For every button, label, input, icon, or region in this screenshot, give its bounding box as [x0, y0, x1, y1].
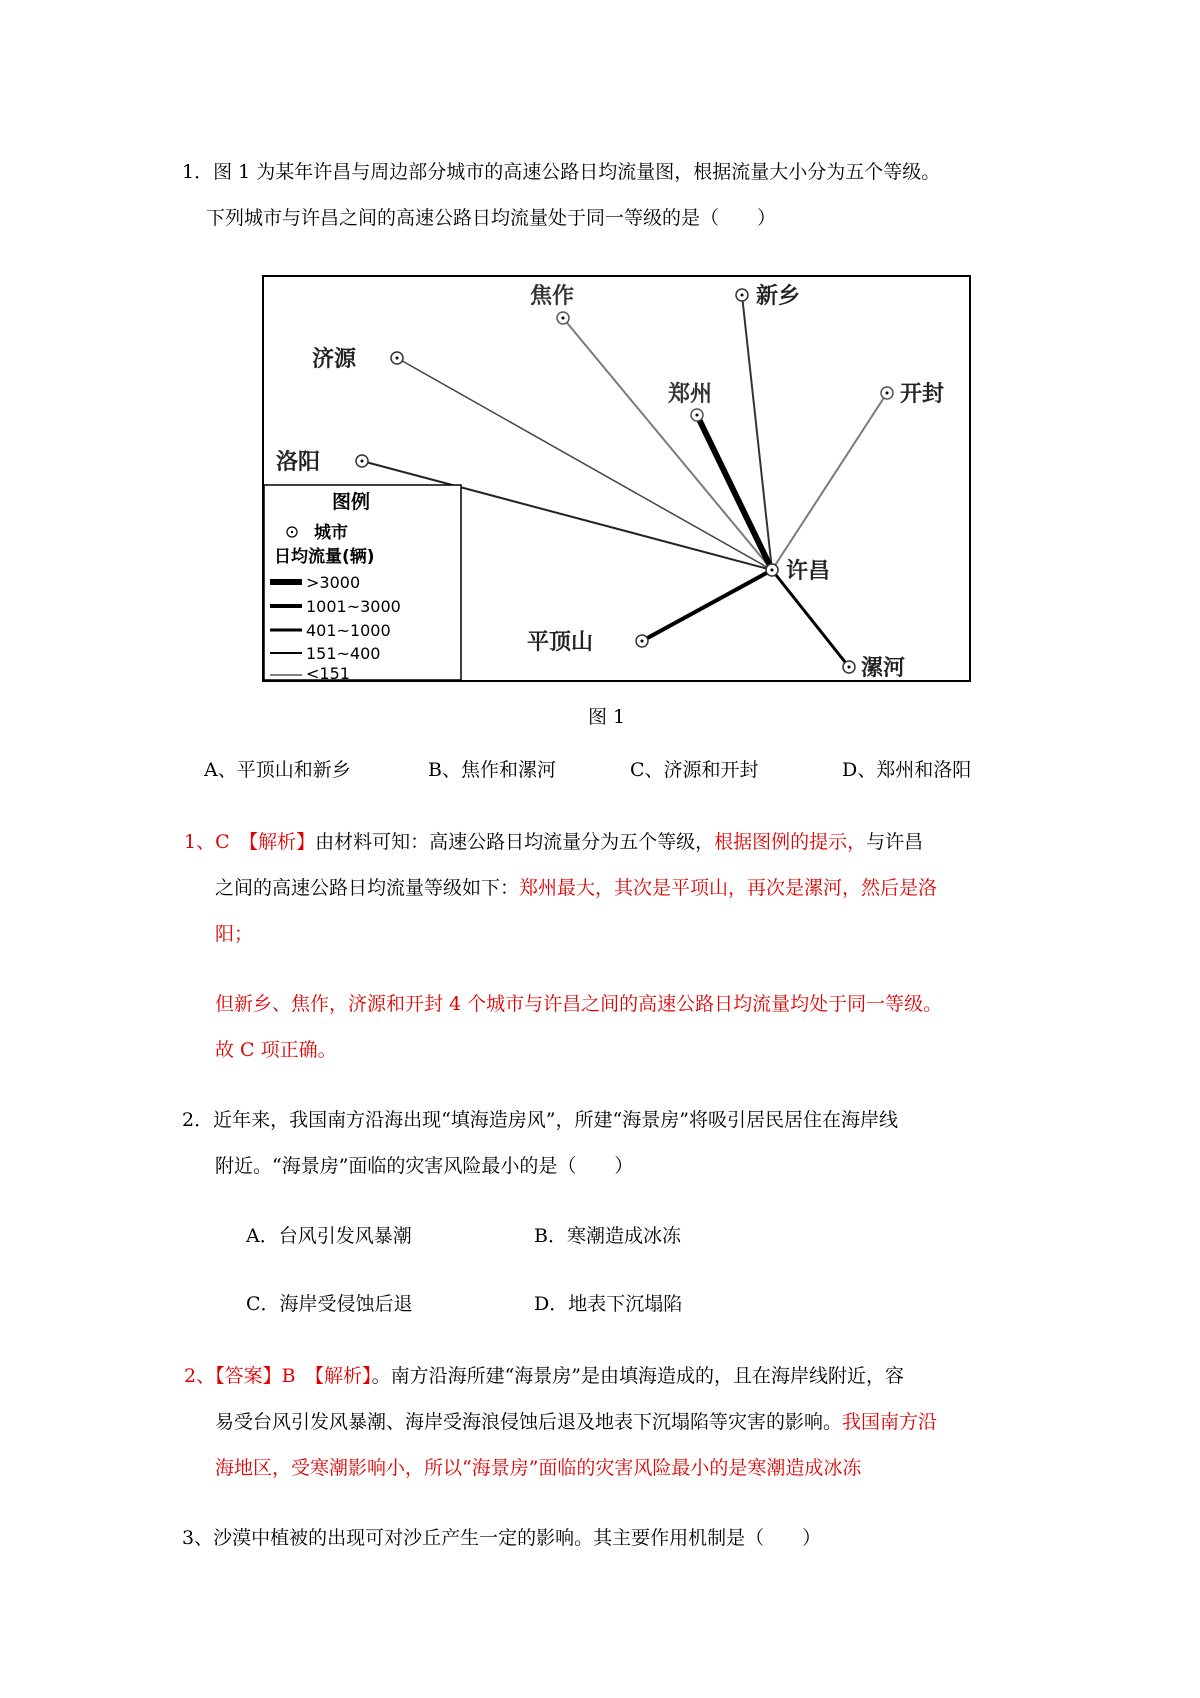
city-marker-xuchang	[766, 564, 778, 576]
city-marker-jiaozuo	[557, 312, 569, 324]
city-marker-luohe	[843, 661, 855, 673]
city-marker-luoyang	[356, 455, 368, 467]
legend-level-5: <151	[306, 664, 350, 683]
q1-option-d: D、郑州和洛阳	[842, 759, 972, 781]
legend-city-symbol	[287, 527, 297, 537]
legend-flow-title: 日均流量(辆)	[274, 547, 375, 567]
q3-line1: 3、沙漠中植被的出现可对沙丘产生一定的影响。其主要作用机制是（ ）	[182, 1527, 822, 1549]
q1-line1: 1．图 1 为某年许昌与周边部分城市的高速公路日均流量图，根据流量大小分为五个等级。	[182, 161, 941, 183]
a2-line3: 海地区，受寒潮影响小，所以“海景房”面临的灾害风险最小的是寒潮造成冰冻	[215, 1457, 862, 1479]
city-label-kaifeng: 开封	[900, 382, 945, 407]
q1-option-c: C、济源和开封	[630, 759, 759, 781]
city-marker-jiyuan	[391, 352, 403, 364]
a1-line5: 故 C 项正确。	[215, 1039, 337, 1061]
q2-option-c: C．海岸受侵蚀后退	[246, 1293, 413, 1315]
q2-line2: 附近。“海景房”面临的灾害风险最小的是（ ）	[215, 1155, 634, 1177]
city-marker-zhengzhou	[691, 409, 703, 421]
city-label-zhengzhou: 郑州	[668, 382, 713, 407]
legend-level-3: 401~1000	[306, 621, 391, 640]
a2-l2-red: 我国南方沿	[842, 1411, 938, 1433]
legend-level-1: >3000	[306, 573, 361, 592]
a1-l1-red: 根据图例的提示，	[714, 831, 867, 853]
legend-level-2: 1001~3000	[306, 597, 401, 616]
map-legend	[264, 485, 461, 683]
traffic-flow-map	[262, 275, 972, 683]
city-marker-pingdingshan	[636, 635, 648, 647]
city-label-jiaozuo: 焦作	[530, 284, 575, 309]
a1-prefix: 1、C 【解析】	[184, 831, 316, 853]
city-label-luoyang: 洛阳	[276, 450, 321, 475]
city-label-jiyuan: 济源	[312, 347, 357, 372]
figure-caption: 图 1	[588, 706, 626, 728]
q2-option-a: A．台风引发风暴潮	[246, 1225, 412, 1247]
legend-city-label: 城市	[314, 523, 348, 543]
a1-l2-black: 之间的高速公路日均流量等级如下：	[215, 877, 520, 899]
q1-option-b: B、焦作和漯河	[428, 759, 556, 781]
a1-line1	[184, 830, 923, 854]
city-marker-xinxiang	[736, 289, 748, 301]
legend-level-4: 151~400	[306, 644, 381, 663]
city-label-pingdingshan: 平顶山	[527, 630, 594, 655]
a1-line2	[215, 876, 937, 900]
a2-line2	[215, 1410, 937, 1434]
q2-line1: 2．近年来，我国南方沿海出现“填海造房风”，所建“海景房”将吸引居民居住在海岸线	[182, 1109, 898, 1131]
a2-prefix: 2、【答案】B 【解析】	[184, 1365, 372, 1387]
a2-line1	[184, 1364, 904, 1388]
a2-l1-black: 。南方沿海所建“海景房”是由填海造成的，且在海岸线附近，容	[371, 1365, 904, 1387]
city-label-luohe: 漯河	[861, 656, 906, 681]
q2-option-b: B．寒潮造成冰冻	[534, 1225, 681, 1247]
q2-option-d: D．地表下沉塌陷	[534, 1293, 683, 1315]
q1-line2: 下列城市与许昌之间的高速公路日均流量处于同一等级的是（ ）	[206, 207, 777, 229]
q1-option-a: A、平顶山和新乡	[204, 759, 351, 781]
city-label-xuchang: 许昌	[786, 559, 831, 584]
a1-l2-red: 郑州最大，其次是平项山，再次是漯河，然后是洛	[519, 877, 938, 899]
city-label-xinxiang: 新乡	[756, 284, 801, 309]
a2-l2-black: 易受台风引发风暴潮、海岸受海浪侵蚀后退及地表下沉塌陷等灾害的影响。	[215, 1411, 843, 1433]
a1-line3: 阳；	[215, 923, 254, 945]
legend-title: 图例	[332, 491, 371, 513]
a1-l1-black: 由材料可知：高速公路日均流量分为五个等级，	[315, 831, 715, 853]
city-marker-kaifeng	[881, 387, 893, 399]
a1-line4: 但新乡、焦作，济源和开封 4 个城市与许昌之间的高速公路日均流量均处于同一等级。	[215, 993, 943, 1015]
a1-l1-black2: 与许昌	[866, 831, 924, 853]
